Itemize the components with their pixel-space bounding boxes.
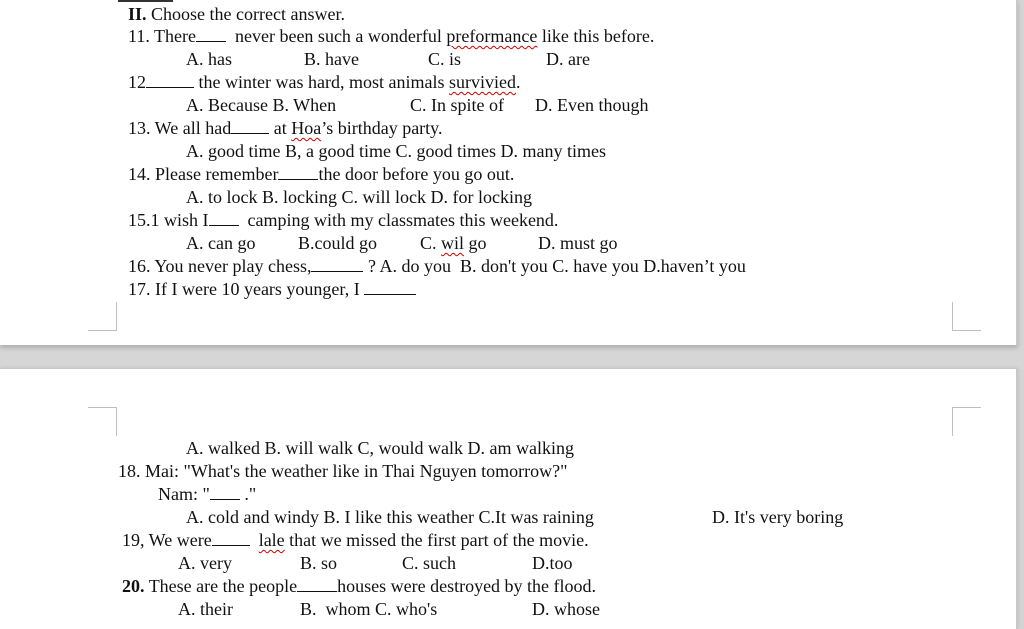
- q19-option-b: B. so: [300, 553, 338, 573]
- q19-stem: 19, We were: [122, 530, 212, 550]
- q12-option-c: C. In spite of: [410, 95, 504, 115]
- q20-text: houses were destroyed by the flood.: [337, 576, 597, 596]
- answer-blank: [364, 279, 416, 295]
- top-rule: [118, 0, 173, 2]
- q15-c-text: go: [468, 233, 487, 253]
- q15-option-a: A. can go: [186, 233, 256, 253]
- q11-option-a: A. has: [186, 49, 232, 69]
- q19-option-c: C. such: [402, 553, 456, 573]
- question-12: [128, 71, 520, 93]
- q19-misspelled-word: lale: [258, 530, 285, 550]
- q13-text: at: [273, 118, 287, 138]
- q15-option-c: [420, 232, 487, 254]
- q20-option-a: A. their: [178, 599, 233, 619]
- answer-blank: [210, 484, 240, 500]
- q11-misspelled-word: preformance: [446, 26, 538, 46]
- answer-blank: [297, 576, 337, 592]
- document-page-2: [0, 369, 1018, 629]
- page-gap: [0, 345, 1024, 369]
- question-11: [128, 25, 654, 47]
- q20-stem: These are the people: [148, 576, 298, 596]
- margin-corner-mark: [952, 407, 981, 436]
- q19-option-d: D.too: [532, 553, 573, 573]
- q18-option-d: D. It's very boring: [712, 507, 844, 527]
- q12-options-ab: A. Because B. When: [186, 95, 337, 115]
- answer-blank: [212, 530, 250, 546]
- q12-text: the winter was hard, most animals: [198, 72, 445, 92]
- q13-stem: 13. We all had: [128, 118, 232, 138]
- answer-blank: [146, 72, 194, 88]
- q16-options: ? A. do you B. don't you C. have you D.haven’t you: [367, 256, 746, 276]
- q13-misspelled-word: Hoa: [291, 118, 322, 138]
- q12-option-d: D. Even though: [535, 95, 649, 115]
- q12-end: .: [515, 72, 521, 92]
- q11-stem: 11. There: [128, 26, 196, 46]
- question-13: [128, 117, 443, 139]
- q11-option-d: D. are: [546, 49, 590, 69]
- q14-stem: 14. Please remember: [128, 164, 279, 184]
- question-16: [128, 255, 746, 277]
- q15-option-b: B.could go: [298, 233, 377, 253]
- q17-options: A. walked B. will walk C, would walk D. am walking: [186, 438, 574, 458]
- answer-blank: [311, 256, 363, 272]
- q19-text: that we missed the first part of the movie.: [289, 530, 589, 550]
- q18-nam-end: .": [244, 484, 257, 504]
- q13-options: A. good time B, a good time C. good times D. many times: [186, 141, 606, 161]
- q11-option-c: C. is: [428, 49, 462, 69]
- q16-stem: 16. You never play chess,: [128, 256, 312, 276]
- section-number: II.: [128, 4, 147, 24]
- q15-option-d: D. must go: [538, 233, 618, 253]
- q13-end: ’s birthday party.: [321, 118, 443, 138]
- answer-blank: [231, 118, 269, 134]
- q17-stem: 17. If I were 10 years younger, I: [128, 279, 360, 299]
- q11-text: never been such a wonderful: [234, 26, 442, 46]
- q15-c-letter: C.: [420, 233, 437, 253]
- q15-misspelled-word: wil: [441, 233, 465, 253]
- q18-nam-prefix: Nam: ": [158, 484, 210, 504]
- answer-blank: [278, 164, 318, 180]
- section-heading: [128, 3, 345, 25]
- answer-blank: [209, 210, 239, 226]
- q20-option-bc: B. whom C. who's: [300, 599, 438, 619]
- margin-corner-mark: [88, 407, 117, 436]
- margin-corner-mark: [952, 302, 981, 331]
- question-19: [122, 529, 589, 551]
- q14-options: A. to lock B. locking C. will lock D. for locking: [186, 187, 532, 207]
- question-18: 18. Mai: "What's the weather like in Thai Nguyen tomorrow?": [118, 461, 568, 481]
- question-15: [128, 209, 558, 231]
- question-17: [128, 278, 416, 300]
- question-14: [128, 163, 514, 185]
- section-title: Choose the correct answer.: [151, 4, 345, 24]
- q12-stem: 12: [128, 72, 146, 92]
- margin-corner-mark: [88, 302, 117, 331]
- answer-blank: [196, 26, 226, 42]
- q11-option-b: B. have: [304, 49, 359, 69]
- q20-option-d: D. whose: [532, 599, 600, 619]
- q14-text: the door before you go out.: [318, 164, 515, 184]
- question-20: [122, 575, 596, 597]
- q15-stem: 15.1 wish I: [128, 210, 209, 230]
- q20-number: 20.: [122, 576, 145, 596]
- q12-misspelled-word: survivied: [448, 72, 516, 92]
- q11-end: like this before.: [541, 26, 655, 46]
- q18-nam-line: [158, 483, 256, 505]
- q19-option-a: A. very: [178, 553, 232, 573]
- q18-options-abc: A. cold and windy B. I like this weather C.It was raining: [186, 507, 594, 527]
- q15-text: camping with my classmates this weekend.: [247, 210, 559, 230]
